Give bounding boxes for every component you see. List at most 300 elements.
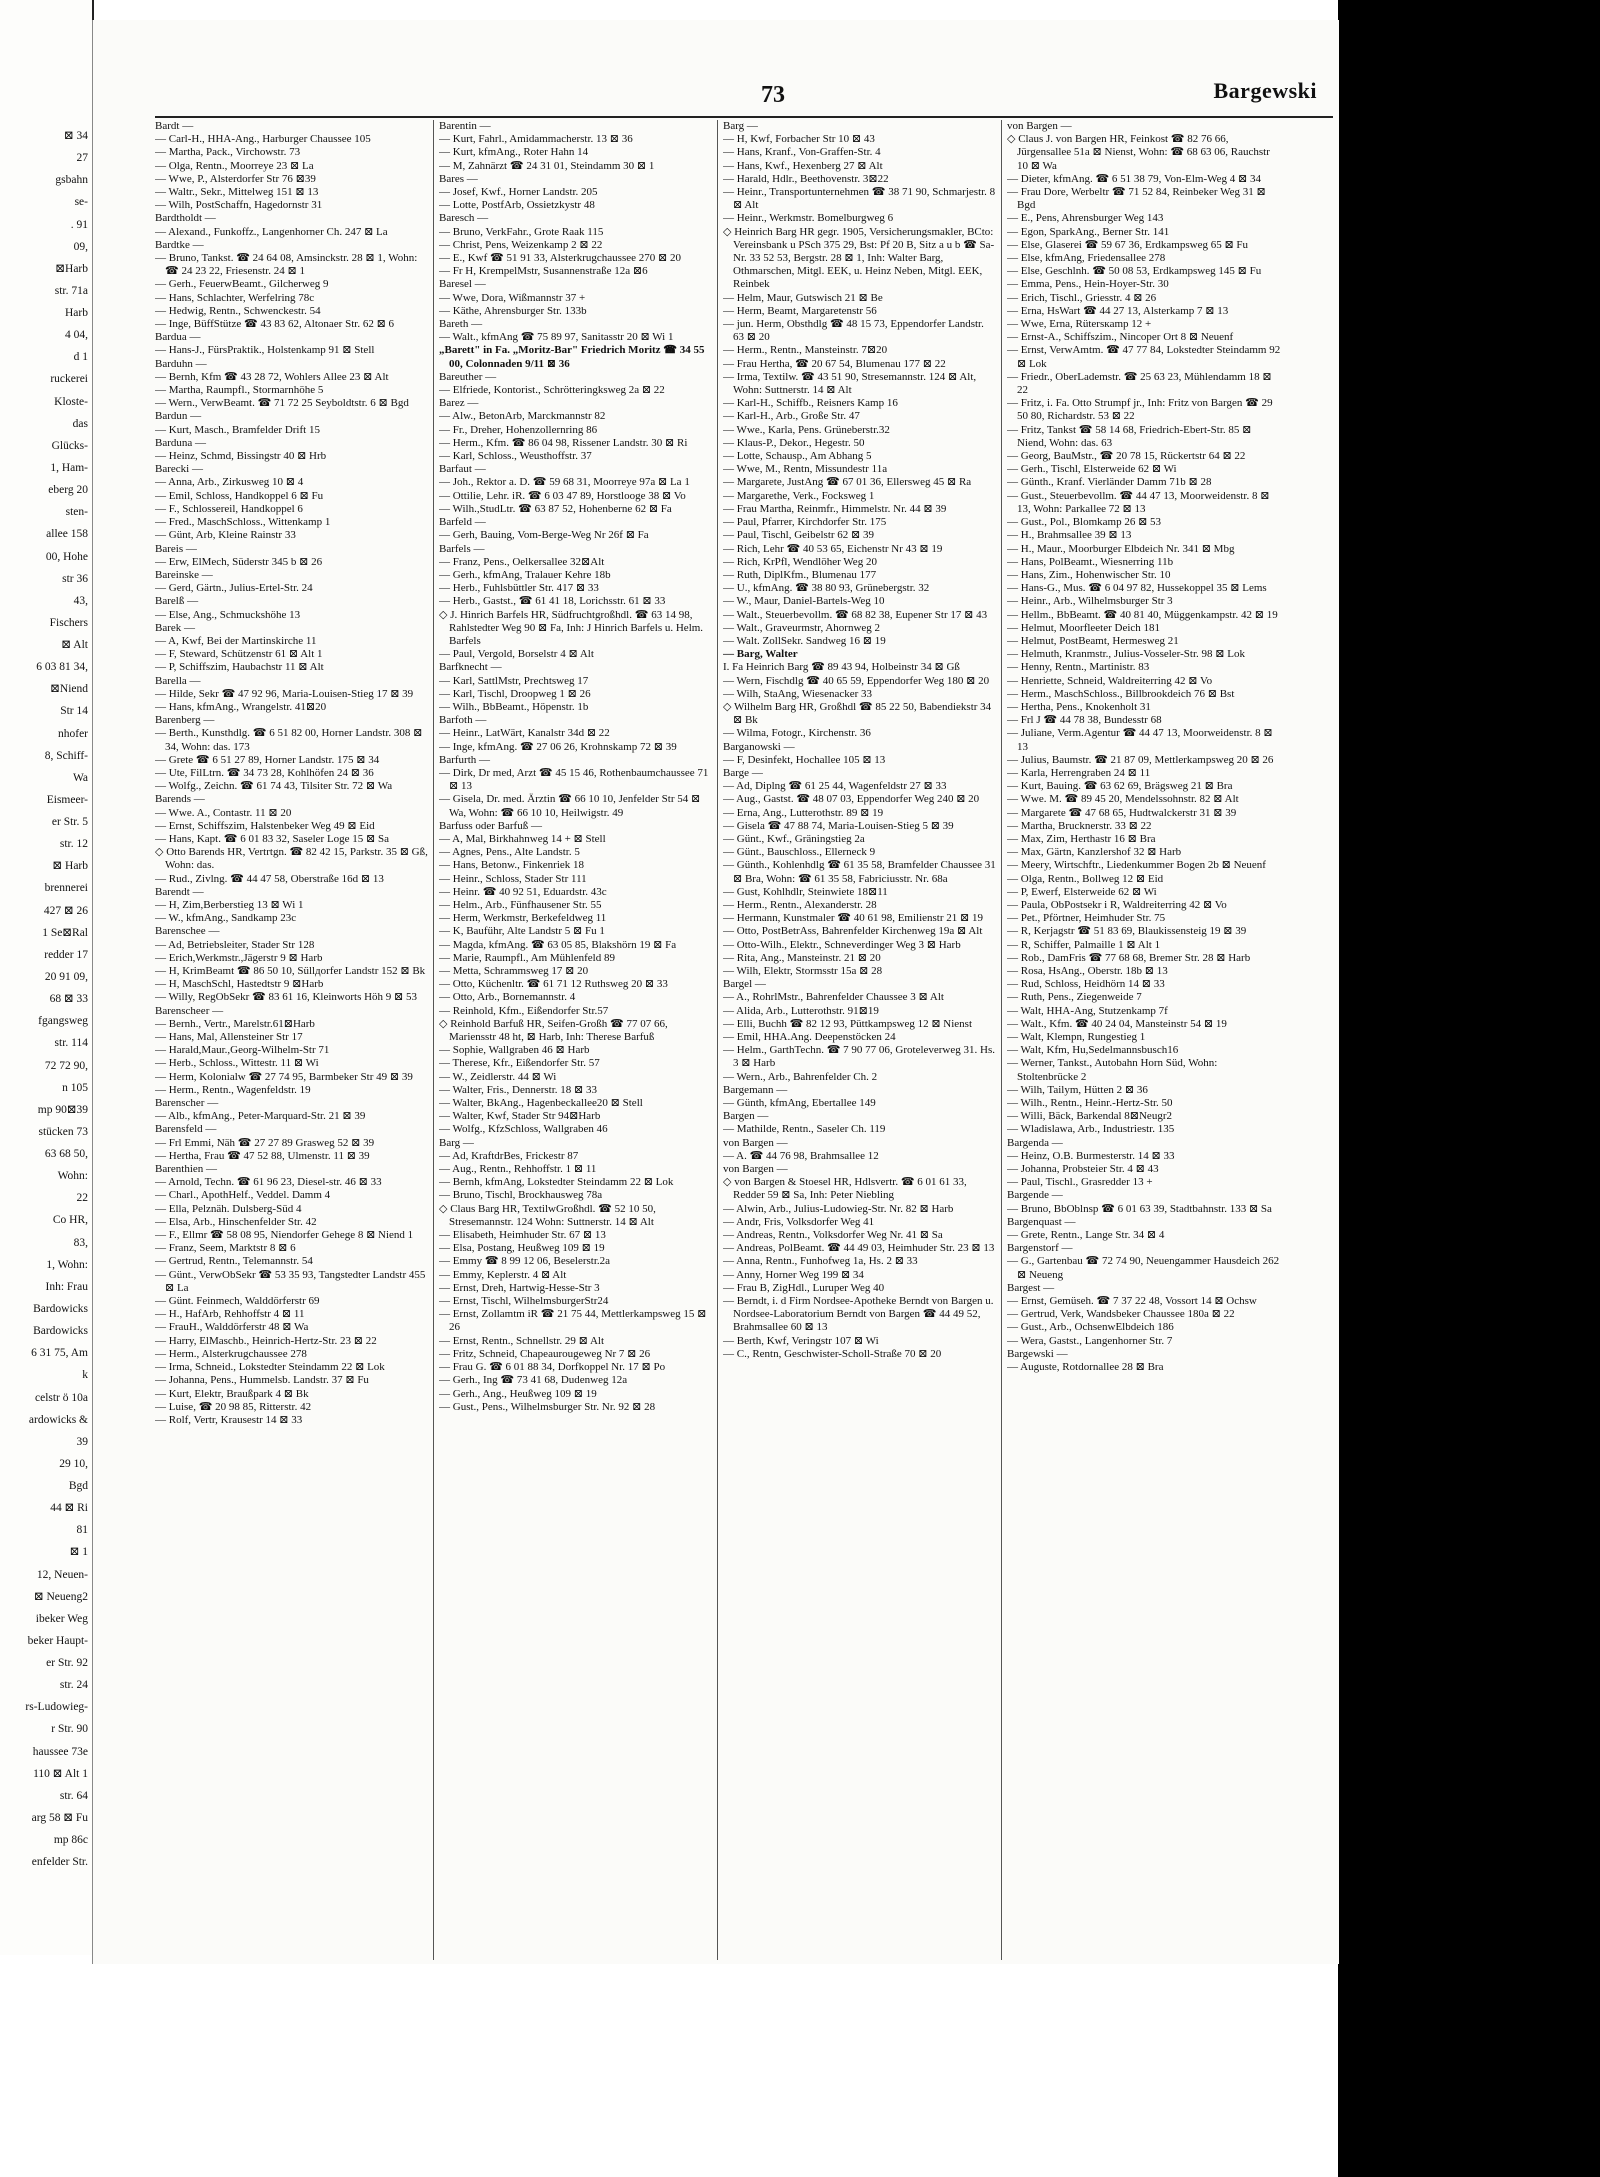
directory-entry: — Wolfg., KfzSchloss, Wallgraben 46 [439, 1123, 608, 1136]
prev-page-fragment: Eismeer- [46, 793, 88, 806]
prev-page-fragment: beker Haupt- [27, 1634, 88, 1647]
firm-entry: ◇ Otto Barends HR, Vertrtgn. ☎ 82 42 15, Parkstr. 35 ⊠ Gß, Wohn: das. [155, 846, 428, 872]
directory-entry: — H, Zim,Berberstieg 13 ⊠ Wi 1 [155, 898, 304, 911]
directory-entry: — Bruno, VerkFahr., Grote Raak 115 [439, 225, 604, 238]
column-1 [155, 120, 429, 1960]
directory-entry: — W., kfmAng., Sandkamp 23c [155, 912, 297, 925]
directory-entry: — F., Ellmr ☎ 58 08 95, Niendorfer Gehege 8 ⊠ Niend 1 [155, 1229, 414, 1242]
directory-entry: — Otto, PostBetrAss, Bahrenfelder Kirchenweg 19a ⊠ Alt [723, 925, 983, 938]
prev-page-fragment: arg 58 ⊠ Fu [31, 1812, 88, 1824]
prev-page-fragment: redder 17 [44, 948, 88, 961]
prev-page-fragment: Bardowicks [33, 1302, 88, 1315]
directory-entry: — Metta, Schrammsweg 17 ⊠ 20 [439, 965, 589, 977]
directory-entry: — Herb., Fuhlsbüttler Str. 417 ⊠ 33 [439, 582, 599, 595]
column-divider [1001, 120, 1002, 1960]
directory-entry: — Magda, kfmAng. ☎ 63 05 85, Blakshörn 19 ⊠ Fa [439, 938, 677, 951]
directory-entry: Barensfeld — [155, 1123, 217, 1136]
directory-entry: — Wwe., Karla, Pens. Grüneberstr.32 [723, 423, 890, 436]
directory-entry: — Walt, HHA-Ang, Stutzenkamp 7f [1007, 1004, 1168, 1017]
directory-entry: — Frau B, ZigHdl., Luruper Weg 40 [723, 1281, 885, 1294]
prev-page-fragment: 39 [76, 1435, 88, 1448]
prev-page-fragment: ⊠ 34 [63, 130, 88, 142]
directory-entry: — Paul, Tischl, Geibelstr 62 ⊠ 39 [723, 529, 875, 542]
prev-page-fragment: haussee 73e [32, 1745, 88, 1758]
directory-entry: — Erich,Werkmstr.,Jägerstr 9 ⊠ Harb [155, 951, 323, 964]
prev-page-fragment: . 91 [70, 218, 88, 231]
prev-page-fragment: str. 64 [59, 1789, 88, 1802]
directory-entry: — H., Maur., Moorburger Elbdeich Nr. 341 ⊠ Mbg [1007, 542, 1235, 555]
directory-entry: — Ernst, Zollamtm iR ☎ 21 75 44, Mettlerkampsweg 15 ⊠ 26 [439, 1308, 707, 1334]
directory-entry: — Josef, Kwf., Horner Landstr. 205 [439, 186, 598, 199]
directory-entry: Barenschee — [155, 925, 220, 938]
directory-entry: Barduhn — [155, 357, 207, 370]
directory-entry: Barendt — [155, 885, 204, 898]
directory-entry: — A., RohrlMstr., Bahrenfelder Chaussee 3 ⊠ Alt [723, 991, 944, 1004]
directory-entry: — Walt., kfmAng ☎ 75 89 97, Sanitasstr 20 ⊠ Wi 1 [439, 331, 674, 344]
directory-entry: — Klaus-P., Dekor., Hegestr. 50 [723, 436, 865, 449]
directory-entry: — Erna, Ang., Lutterothstr. 89 ⊠ 19 [723, 806, 884, 819]
directory-entry: — Wilma, Fotogr., Kirchenstr. 36 [723, 727, 871, 740]
directory-entry: — Therese, Kfr., Eißendorfer Str. 57 [439, 1057, 600, 1070]
directory-entry: — Herm, Kolonialw ☎ 27 74 95, Barmbeker Str 49 ⊠ 39 [155, 1070, 413, 1083]
directory-entry: — Emmy, Keplerstr. 4 ⊠ Alt [439, 1268, 567, 1281]
directory-entry: — Wern., Arb., Bahrenfelder Ch. 2 [723, 1070, 878, 1083]
directory-entry: — K, Bauführ, Alte Landstr 5 ⊠ Fu 1 [439, 925, 605, 938]
directory-entry: — Rolf, Vertr, Krausestr 14 ⊠ 33 [155, 1413, 303, 1426]
directory-entry: — Heinr. ☎ 40 92 51, Eduardstr. 43c [439, 885, 607, 898]
directory-entry: — R, Schiffer, Palmaille 1 ⊠ Alt 1 [1007, 938, 1161, 951]
directory-entry: — Herm, Werkmstr, Berkefeldweg 11 [439, 912, 607, 925]
prev-page-fragment: Wohn: [57, 1170, 88, 1183]
directory-entry: — Carl-H., HHA-Ang., Harburger Chaussee 105 [155, 133, 371, 146]
prev-page-fragment: brennerei [44, 882, 88, 895]
directory-entry: „Barett" in Fa. „Moritz-Bar" Friedrich Moritz ☎ 34 55 00, Colonnaden 9/11 ⊠ 36 [439, 344, 705, 370]
directory-entry: Bardua — [155, 331, 201, 344]
prev-page-fragment: str 36 [62, 572, 88, 585]
directory-entry: — Otto, Küchenltr. ☎ 61 71 12 Ruthsweg 20 ⊠ 33 [439, 978, 668, 991]
header-rule [155, 116, 1333, 118]
directory-entry: — Bruno, BbOblnsp ☎ 6 01 63 39, Stadtbahnstr. 133 ⊠ Sa [1007, 1202, 1272, 1215]
scanner-dark-margin [1338, 0, 1600, 2177]
directory-entry: — Hans, Mal, Allensteiner Str 17 [155, 1031, 303, 1044]
directory-entry: — Günth, kfmAng, Ebertallee 149 [723, 1097, 876, 1110]
directory-entry: — Kurt, kfmAng., Roter Hahn 14 [439, 146, 589, 159]
prev-page-fragment: r Str. 90 [51, 1723, 88, 1736]
directory-entry: — Käthe, Ahrensburger Str. 133b [439, 304, 587, 317]
directory-entry: — Wilh, PostSchaffn, Hagedornstr 31 [155, 199, 323, 212]
directory-entry: — Harald,Maur.,Georg-Wilhelm-Str 71 [155, 1044, 330, 1057]
prev-page-fragment: 43, [73, 594, 88, 607]
previous-page-edge [0, 0, 94, 1955]
directory-entry: — Harald, Hdlr., Beethovenstr. 3⊠22 [723, 172, 889, 185]
firm-entry: ◇ Wilhelm Barg HR, Großhdl ☎ 85 22 50, Babendiekstr 34 ⊠ Bk [723, 700, 992, 727]
prev-page-fragment: celstr ö 10a [34, 1391, 88, 1404]
directory-entry: — Friedr., OberLademstr. ☎ 25 63 23, Mühlendamm 18 ⊠ 22 [1007, 370, 1272, 397]
directory-entry: — Wwe, P., Alsterdorfer Str 76 ⊠39 [155, 172, 316, 185]
directory-entry: — Charl., ApothHelf., Veddel. Damm 4 [155, 1189, 331, 1202]
directory-entry: — Elli, Buchh ☎ 82 12 93, Püttkampsweg 12 ⊠ Nienst [723, 1017, 973, 1030]
directory-entry: — W., Zeidlerstr. 44 ⊠ Wi [439, 1070, 557, 1083]
prev-page-fragment: 20 91 09, [44, 971, 88, 983]
directory-entry: — Helm., Arb., Fünfhausener Str. 55 [439, 898, 602, 911]
prev-page-fragment: Bardowicks [33, 1325, 88, 1338]
directory-entry: — G., Gartenbau ☎ 72 74 90, Neuengammer Hausdeich 262 ⊠ Neueng [1007, 1255, 1280, 1281]
directory-entry: — Emil, Schloss, Handkoppel 6 ⊠ Fu [155, 489, 324, 502]
directory-entry: — Gertrud, Rentn., Telemannstr. 54 [155, 1255, 313, 1268]
prev-page-fragment: 63 68 50, [44, 1148, 88, 1161]
directory-entry: — Wladislawa, Arb., Industriestr. 135 [1007, 1123, 1175, 1136]
directory-entry: — Fritz, i. Fa. Otto Strumpf jr., Inh: Fritz von Bargen ☎ 29 50 80, Richardstr. 53 ⊠ 22 [1007, 397, 1273, 423]
directory-entry: — Harry, ElMaschb., Heinrich-Hertz-Str. 23 ⊠ 22 [155, 1334, 377, 1347]
directory-entry: — Gerh., Ang., Heußweg 109 ⊠ 19 [439, 1387, 597, 1400]
directory-entry: — Franz, Seem, Marktstr 8 ⊠ 6 [155, 1242, 296, 1255]
directory-entry: Bareth — [439, 318, 483, 331]
directory-entry: Barella — [155, 674, 201, 687]
prev-page-fragment: 72 72 90, [44, 1059, 88, 1072]
directory-entry: Barge — [723, 766, 763, 779]
directory-entry: — R, Kerjagstr ☎ 51 83 69, Blaukissensteig 19 ⊠ 39 [1007, 925, 1247, 938]
directory-entry: — Walt., Steuerbevollm. ☎ 68 82 38, Eupener Str 17 ⊠ 43 [723, 608, 988, 621]
directory-entry: — Gust., Steuerbevollm. ☎ 44 47 13, Moorweidenstr. 8 ⊠ 13, Wohn: Parkallee 72 ⊠ 13 [1007, 489, 1270, 515]
directory-entry: Bareuther — [439, 370, 497, 383]
directory-entry: Barez — [439, 397, 479, 410]
column-2 [439, 120, 713, 1960]
directory-entry: Bargen — [723, 1110, 769, 1123]
directory-entry: — Ruth, Pens., Ziegenweide 7 [1007, 991, 1142, 1004]
directory-entry: — Paul, Pfarrer, Kirchdorfer Str. 175 [723, 516, 887, 529]
directory-entry: — Emil, HHA.Ang. Deepenstöcken 24 [723, 1031, 896, 1044]
directory-entry: Barfeld — [439, 516, 486, 529]
directory-entry: Bardt — [155, 120, 194, 132]
directory-entry: — H., Brahmsallee 39 ⊠ 13 [1007, 529, 1132, 542]
directory-entry: — Luise, ☎ 20 98 85, Ritterstr. 42 [155, 1400, 312, 1413]
directory-entry: — Arnold, Techn. ☎ 61 96 23, Diesel-str. 46 ⊠ 33 [155, 1176, 382, 1189]
directory-entry: — Wera, Gastst., Langenhorner Str. 7 [1007, 1334, 1173, 1347]
directory-entry: — Wilh, Elektr, Stormsstr 15a ⊠ 28 [723, 965, 883, 977]
directory-entry: — Günt, Arb, Kleine Rainstr 33 [155, 529, 296, 542]
directory-entry: — Walt. ZollSekr. Sandweg 16 ⊠ 19 [723, 634, 886, 647]
directory-entry: — Günth., Kohlenhdlg ☎ 61 35 58, Bramfelder Chaussee 31 ⊠ Bra, Wohn: ☎ 61 35 58, Fabriciusstr. Nr. 68a [723, 859, 996, 885]
directory-entry: — Walt, Klempn, Rungestieg 1 [1007, 1031, 1146, 1044]
directory-entry: — Erna, HsWart ☎ 44 27 13, Alsterkamp 7 ⊠ 13 [1007, 304, 1229, 317]
prev-page-fragment: Str 14 [60, 705, 88, 718]
directory-entry: Bargest — [1007, 1281, 1055, 1294]
directory-entry: — Karl, Schloss., Weusthoffstr. 37 [439, 450, 592, 463]
directory-entry: — Wilh.,StudLtr. ☎ 63 87 52, Hohenberne 62 ⊠ Fa [439, 502, 672, 515]
directory-entry: — Heinz, Schmd, Bissingstr 40 ⊠ Hrb [155, 450, 327, 463]
directory-entry: — Ottilie, Lehr. iR. ☎ 6 03 47 89, Horstlooge 38 ⊠ Vo [439, 489, 686, 502]
directory-entry: — FrauH., Walddörferstr 48 ⊠ Wa [155, 1321, 309, 1334]
directory-entry: — Bernh, Kfm ☎ 43 28 72, Wohlers Allee 23 ⊠ Alt [155, 370, 389, 383]
directory-entry: — H., HafArb, Rehhoffstr 4 ⊠ 11 [155, 1308, 305, 1321]
directory-entry: Bargewski — [1007, 1347, 1068, 1360]
directory-entry: Barfuss oder Barfuß — [439, 819, 542, 832]
directory-entry: — Franz, Pens., Oelkersallee 32⊠Alt [439, 555, 605, 568]
directory-entry: — Frau Dore, Werbeltr ☎ 71 52 84, Reinbeker Weg 31 ⊠ Bgd [1007, 186, 1266, 212]
directory-entry: — Otto-Wilh., Elektr., Schneverdinger Weg 3 ⊠ Harb [723, 938, 961, 951]
directory-entry: — Else, Geschlnh. ☎ 50 08 53, Erdkampsweg 145 ⊠ Fu [1007, 265, 1262, 278]
directory-entry: — Elisabeth, Heimhuder Str. 67 ⊠ 13 [439, 1229, 606, 1242]
directory-entry: — Walt, Kfm, Hu,Sedelmannsbusch16 [1007, 1044, 1179, 1057]
directory-entry: — Günt. Feinmech, Walddörferstr 69 [155, 1295, 320, 1308]
directory-entry: Barfurth — [439, 753, 491, 766]
prev-page-fragment: str. 71a [54, 284, 88, 297]
prev-page-fragment: 1, Ham- [50, 461, 88, 474]
directory-entry: Barganowski — [723, 740, 795, 753]
directory-entry: — Anny, Horner Weg 199 ⊠ 34 [723, 1268, 864, 1281]
directory-entry: — Wilh, StaAng, Wiesenacker 33 [723, 687, 873, 700]
directory-entry: — Helmut, Moorfleeter Deich 181 [1007, 621, 1161, 634]
directory-entry: — Günt., VerwObSekr ☎ 53 35 93, Tangstedter Landstr 455 ⊠ La [155, 1268, 426, 1294]
directory-entry: — Helmuth, Kranmstr., Julius-Vosseler-Str. 98 ⊠ Lok [1007, 648, 1245, 661]
directory-entry: — Hellm., BbBeamt. ☎ 40 81 40, Müggenkampstr. 42 ⊠ 19 [1007, 608, 1278, 621]
directory-entry: — Herm., Rentn., Mansteinstr. 7⊠20 [723, 344, 888, 357]
directory-entry: Barenberg — [155, 714, 215, 727]
prev-page-fragment: 00, Hohe [45, 550, 88, 563]
prev-page-fragment: nhofer [57, 727, 88, 740]
directory-entry: — Karl, SattlMstr, Prechtsweg 17 [439, 674, 589, 687]
directory-entry: Bargenda — [1007, 1136, 1063, 1149]
prev-page-fragment: str. 12 [59, 838, 88, 851]
prev-page-fragment: ⊠ Harb [52, 860, 88, 873]
directory-entry: — Wern., VerwBeamt. ☎ 71 72 25 Seyboldtstr. 6 ⊠ Bgd [155, 397, 409, 410]
directory-entry: — Joh., Rektor a. D. ☎ 59 68 31, Moorreye 97a ⊠ La 1 [439, 476, 690, 489]
directory-entry: — Paul, Vergold, Borselstr 4 ⊠ Alt [439, 648, 594, 661]
directory-entry: — Juliane, Verm.Agentur ☎ 44 47 13, Moorweidenstr. 8 ⊠ 13 [1007, 727, 1273, 753]
directory-entry: Barduna — [155, 436, 207, 449]
directory-entry: — Kurt, Bauing. ☎ 63 62 69, Brägsweg 21 ⊠ Bra [1007, 780, 1233, 793]
directory-entry: — Heinr., Schloss, Stader Str 111 [439, 872, 587, 885]
prev-page-fragment: fgangsweg [38, 1015, 88, 1028]
directory-entry: Barfels — [439, 542, 485, 555]
directory-entry: — A, Mal, Birkhahnweg 14 + ⊠ Stell [439, 832, 606, 845]
prev-page-fragment: stücken 73 [38, 1125, 88, 1138]
directory-entry: — Martha, Pack., Virchowstr. 73 [155, 146, 301, 159]
directory-entry: — F, Steward, Schützenstr 61 ⊠ Alt 1 [155, 648, 323, 661]
directory-entry: — Erich, Tischl., Griesstr. 4 ⊠ 26 [1007, 291, 1157, 304]
column-divider [433, 120, 434, 1960]
prev-page-fragment: n 105 [62, 1081, 88, 1094]
prev-page-fragment: str. 114 [54, 1037, 88, 1050]
directory-entry: — Hans, Betonw., Finkenriek 18 [439, 859, 585, 872]
directory-entry: — Wern, Fischdlg ☎ 40 65 59, Eppendorfer Weg 180 ⊠ 20 [723, 674, 990, 687]
directory-entry: — Gisela, Dr. med. Ärztin ☎ 66 10 10, Jenfelder Str 54 ⊠ Wa, Wohn: ☎ 66 10 10, Heilwigstr. 49 [439, 793, 701, 819]
directory-entry: — Rud., Zivlng. ☎ 44 47 58, Oberstraße 16d ⊠ 13 [155, 872, 384, 885]
directory-entry: — A. ☎ 44 76 98, Brahmsallee 12 [723, 1149, 879, 1162]
directory-entry: — Günt., Kwf., Gräningstieg 2a [723, 832, 865, 845]
directory-entry: — Lotte, PostfArb, Ossietzkystr 48 [439, 199, 595, 212]
directory-entry: — Heinr., Werkmstr. Bomelburgweg 6 [723, 212, 894, 225]
directory-entry: — Wwe, M., Rentn, Missundestr 11a [723, 463, 888, 476]
directory-entry: — Herm., Alsterkrugchaussee 278 [155, 1347, 307, 1360]
prev-page-fragment: 1, Wohn: [46, 1258, 88, 1271]
directory-entry: — Herm, Beamt, Margaretenstr 56 [723, 304, 877, 317]
prev-page-fragment: 6 31 75, Am [31, 1347, 88, 1360]
directory-entry: Barg — [723, 120, 758, 132]
directory-entry: — Frau Hertha, ☎ 20 67 54, Blumenau 177 ⊠ 22 [723, 357, 946, 370]
directory-entry: — Paula, ObPostsekr i R, Waldreiterring 42 ⊠ Vo [1007, 898, 1227, 911]
directory-entry: — Gust., Pol., Blomkamp 26 ⊠ 53 [1007, 516, 1162, 529]
directory-entry: — Gust., Arb., OchsenwElbdeich 186 [1007, 1321, 1174, 1334]
directory-entry: — Berndt, i. d Firm Nordsee-Apotheke Berndt von Bargen u. Nordsee-Laboratorium Berndt von Bargen ☎ 44 49 52, Brahmsallee 60 ⊠ 13 [723, 1295, 994, 1334]
directory-entry: — Gerh., Ing ☎ 73 41 68, Dudenweg 12a [439, 1374, 628, 1387]
directory-entry: — U., kfmAng. ☎ 38 80 93, Grünebergstr. 32 [723, 582, 930, 595]
directory-entry: — Walter, Kwf, Stader Str 94⊠Harb [439, 1110, 601, 1123]
directory-entry: — Bernh., Vertr., Marelstr.61⊠Harb [155, 1017, 315, 1030]
directory-entry: — Hans, PolBeamt., Wiesnerring 11b [1007, 555, 1174, 568]
directory-entry: — Ella, Pelznäh. Dulsberg-Süd 4 [155, 1202, 302, 1215]
directory-entry: — Johanna, Probsteier Str. 4 ⊠ 43 [1007, 1163, 1159, 1176]
directory-entry: — Margarethe, Verk., Focksweg 1 [723, 489, 875, 502]
directory-entry: — Elsa, Arb., Hinschenfelder Str. 42 [155, 1215, 317, 1228]
directory-entry: — Emma, Pens., Hein-Hoyer-Str. 30 [1007, 278, 1169, 291]
directory-entry: — Paul, Tischl., Grasredder 13 + [1007, 1176, 1153, 1189]
directory-entry: — Sophie, Wallgraben 46 ⊠ Harb [439, 1044, 590, 1057]
directory-entry: — Inge, BüffStütze ☎ 43 83 62, Altonaer Str. 62 ⊠ 6 [155, 318, 395, 331]
directory-entry: — Kurt, Elektr, Braußpark 4 ⊠ Bk [155, 1387, 309, 1400]
directory-entry: — Hertha, Pens., Knokenholt 31 [1007, 700, 1151, 713]
directory-entry: — Willy, RegObSekr ☎ 83 61 16, Kleinworts Höh 9 ⊠ 53 [155, 991, 418, 1004]
directory-entry: — Alb., kfmAng., Peter-Marquard-Str. 21 ⊠ 39 [155, 1110, 366, 1123]
prev-page-fragment: 4 04, [65, 329, 88, 342]
directory-entry: — Karla, Herrengraben 24 ⊠ 11 [1007, 766, 1151, 779]
prev-page-fragment: ardowicks & [28, 1413, 88, 1426]
prev-page-fragment: ruckerei [50, 373, 88, 386]
running-head: Bargewski [1213, 78, 1317, 103]
prev-page-fragment: 81 [76, 1524, 88, 1537]
directory-entry: — Heinr., Arb., Wilhelmsburger Str 3 [1007, 595, 1173, 608]
directory-entry: — Wilh, Tailym, Hütten 2 ⊠ 36 [1007, 1083, 1148, 1096]
prev-page-fragment: er Str. 92 [46, 1657, 88, 1670]
directory-entry: — E., Pens, Ahrensburger Weg 143 [1007, 212, 1164, 225]
directory-entry: — Herm., Kfm. ☎ 86 04 98, Rissener Landstr. 30 ⊠ Ri [439, 436, 688, 449]
directory-entry: Barends — [155, 793, 205, 806]
directory-entry: — Else, Glaserei ☎ 59 67 36, Erdkampsweg 65 ⊠ Fu [1007, 238, 1249, 251]
directory-entry: — Wilh., Rentn., Heinr.-Hertz-Str. 50 [1007, 1097, 1173, 1110]
directory-entry: — Hilde, Sekr ☎ 47 92 96, Maria-Louisen-Stieg 17 ⊠ 39 [155, 687, 414, 700]
directory-entry: — Auguste, Rotdornallee 28 ⊠ Bra [1007, 1361, 1164, 1374]
prev-page-fragment: Harb [65, 307, 88, 320]
directory-entry: — Alwin, Arb., Julius-Ludowieg-Str. Nr. 82 ⊠ Harb [723, 1202, 954, 1215]
directory-entry: — Egon, SparkAng., Berner Str. 141 [1007, 225, 1170, 238]
directory-entry: — Frl Emmi, Näh ☎ 27 27 89 Grasweg 52 ⊠ 39 [155, 1136, 375, 1149]
directory-entry: — C., Rentn, Geschwister-Scholl-Straße 70 ⊠ 20 [723, 1347, 942, 1360]
directory-entry: — Anna, Rentn., Funhofweg 1a, Hs. 2 ⊠ 33 [723, 1255, 918, 1268]
directory-entry: — Fr., Dreher, Hohenzollernring 86 [439, 423, 598, 436]
prev-page-fragment: 44 ⊠ Ri [50, 1502, 88, 1515]
directory-entry: — Helm, Maur, Gutswisch 21 ⊠ Be [723, 291, 883, 304]
directory-entry: Barenscher — [155, 1097, 219, 1110]
prev-page-fragment: 29 10, [59, 1457, 88, 1470]
directory-entry: Barelß — [155, 595, 199, 608]
prev-page-fragment: 427 ⊠ 26 [43, 904, 88, 917]
prev-page-fragment: 22 [76, 1192, 88, 1205]
directory-entry: I. Fa Heinrich Barg ☎ 89 43 94, Holbeinstr 34 ⊠ Gß [723, 661, 960, 674]
directory-entry: Bargemann — [723, 1083, 788, 1096]
directory-entry: — Max, Gärtn, Kanzlershof 32 ⊠ Harb [1007, 846, 1182, 859]
directory-entry: — Herb., Gastst., ☎ 61 41 18, Lorichsstr. 61 ⊠ 33 [439, 595, 666, 608]
directory-entry: Bargenstorf — [1007, 1242, 1073, 1255]
firm-entry: ◇ Reinhold Barfuß HR, Seifen-Großh ☎ 77 07 66, Mariensstr 48 ht, ⊠ Harb, Inh: Therese Barfuß [439, 1017, 668, 1044]
prev-page-fragment: Inh: Frau [45, 1280, 88, 1293]
directory-entry: — P, Ewerf, Elsterweide 62 ⊠ Wi [1007, 885, 1157, 898]
prev-page-fragment: d 1 [73, 351, 88, 364]
directory-entry: — Olga, Rentn., Bollweg 12 ⊠ Eid [1007, 872, 1164, 885]
directory-entry: — Irma, Textilw. ☎ 43 51 90, Stresemannstr. 124 ⊠ Alt, Wohn: Suttnerstr. 14 ⊠ Alt [723, 370, 977, 397]
directory-entry: — Ruth, DiplKfm., Blumenau 177 [723, 568, 877, 581]
directory-entry: — Marie, Raumpfl., Am Mühlenfeld 89 [439, 951, 615, 964]
directory-entry: Barecki — [155, 463, 203, 476]
directory-entry: — Wwe. A., Contastr. 11 ⊠ 20 [155, 806, 292, 819]
directory-entry: — Max, Zim, Herthastr 16 ⊠ Bra [1007, 832, 1156, 845]
directory-entry: — P, Schiffszim, Haubachstr 11 ⊠ Alt [155, 661, 324, 674]
directory-entry: — Johanna, Pens., Hummelsb. Landstr. 37 ⊠ Fu [155, 1374, 369, 1387]
prev-page-fragment: Co HR, [52, 1214, 88, 1227]
prev-page-fragment: ⊠ 1 [69, 1546, 88, 1559]
directory-entry: — Hans, Kwf., Hexenberg 27 ⊠ Alt [723, 159, 883, 172]
directory-entry: — Waltr., Sekr., Mittelweg 151 ⊠ 13 [155, 186, 319, 199]
directory-entry: Baresch — [439, 212, 489, 225]
directory-entry: — Elfriede, Kontorist., Schrötteringksweg 2a ⊠ 22 [439, 384, 665, 397]
directory-entry: — Erw, ElMech, Süderstr 345 b ⊠ 26 [155, 555, 323, 568]
prev-page-fragment: Bgd [68, 1480, 88, 1493]
directory-entry: — Dieter, kfmAng. ☎ 6 51 38 79, Von-Elm-Weg 4 ⊠ 34 [1007, 172, 1261, 185]
directory-entry: — Meery, Wirtschftr., Liedenkummer Bogen 2b ⊠ Neuenf [1007, 859, 1266, 872]
directory-entry: — Andr, Fris, Volksdorfer Weg 41 [723, 1215, 875, 1228]
prev-page-fragment: er Str. 5 [51, 816, 88, 829]
directory-entry: — Irma, Schneid., Lokstedter Steindamm 22 ⊠ Lok [155, 1361, 385, 1374]
directory-entry: — Ernst, Dreh, Hartwig-Hesse-Str 3 [439, 1281, 600, 1294]
prev-page-fragment: Wa [72, 771, 88, 784]
directory-entry: — Anna, Arb., Zirkusweg 10 ⊠ 4 [155, 476, 304, 489]
directory-page [92, 20, 1339, 1964]
directory-entry: — Willi, Bäck, Barkendal 8⊠Neugr2 [1007, 1110, 1172, 1123]
directory-entry: — Gerd, Gärtn., Julius-Ertel-Str. 24 [155, 582, 313, 595]
directory-entry: — Rud, Schloss, Heidhörn 14 ⊠ 33 [1007, 978, 1165, 991]
firm-entry: ◇ von Bargen & Stoesel HR, Hdlsvertr. ☎ 6 01 61 33, Redder 59 ⊠ Sa, Inh: Peter Niebling [723, 1176, 967, 1202]
directory-entry: Bareis — [155, 542, 197, 555]
prev-page-fragment: 12, Neuen- [36, 1568, 88, 1581]
directory-entry: — Gerh, Bauing, Vom-Berge-Weg Nr 26f ⊠ Fa [439, 529, 649, 542]
prev-page-fragment: das [72, 417, 88, 430]
directory-entry: — Heinz, O.B. Burmesterstr. 14 ⊠ 33 [1007, 1149, 1175, 1162]
directory-entry: — Gertrud, Verk, Wandsbeker Chaussee 180a ⊠ 22 [1007, 1308, 1235, 1321]
directory-entry: — Ute, FilLtrn. ☎ 34 73 28, Kohlhöfen 24 ⊠ 36 [155, 766, 374, 779]
directory-entry: — H, MaschSchl, Hastedtstr 9 ⊠Harb [155, 978, 324, 991]
directory-entry: — Georg, BauMstr., ☎ 20 78 15, Rückertstr 64 ⊠ 22 [1007, 450, 1246, 463]
prev-page-fragment: enfelder Str. [31, 1856, 88, 1869]
directory-entry: Bargende — [1007, 1189, 1063, 1202]
directory-entry: — Gisela ☎ 47 88 74, Maria-Louisen-Stieg 5 ⊠ 39 [723, 819, 954, 832]
directory-entry: — Hans, Zim., Hohenwischer Str. 10 [1007, 568, 1171, 581]
directory-entry: — Werner, Tankst., Autobahn Horn Süd, Wohn: Stoltenbrücke 2 [1007, 1057, 1218, 1083]
prev-page-fragment: Kloste- [54, 395, 88, 408]
prev-page-fragment: 110 ⊠ Alt 1 [33, 1767, 88, 1780]
firm-entry: ◇ Claus J. von Bargen HR, Feinkost ☎ 82 76 66, Jürgensallee 51a ⊠ Nienst, Wohn: ☎ 68 63 06, Rauchstr 10 ⊠ Wa [1007, 133, 1270, 172]
directory-entry: — Alida, Arb., Lutterothstr. 91⊠19 [723, 1004, 879, 1017]
directory-entry: — Christ, Pens, Weizenkamp 2 ⊠ 22 [439, 238, 603, 251]
directory-entry: — Herm., Rentn., Wagenfeldstr. 19 [155, 1083, 311, 1096]
directory-entry: Barentin — [439, 120, 491, 132]
prev-page-fragment: ⊠ Alt [61, 639, 88, 652]
directory-entry: von Bargen — [1007, 120, 1072, 132]
directory-entry: Barfknecht — [439, 661, 502, 674]
directory-entry: Bargenquast — [1007, 1215, 1076, 1228]
directory-entry: Bares — [439, 172, 478, 185]
directory-entry: — Hedwig, Rentn., Schwenckestr. 54 [155, 304, 321, 317]
directory-entry: Bardun — [155, 410, 202, 423]
prev-page-fragment: rs-Ludowieg- [25, 1701, 88, 1714]
